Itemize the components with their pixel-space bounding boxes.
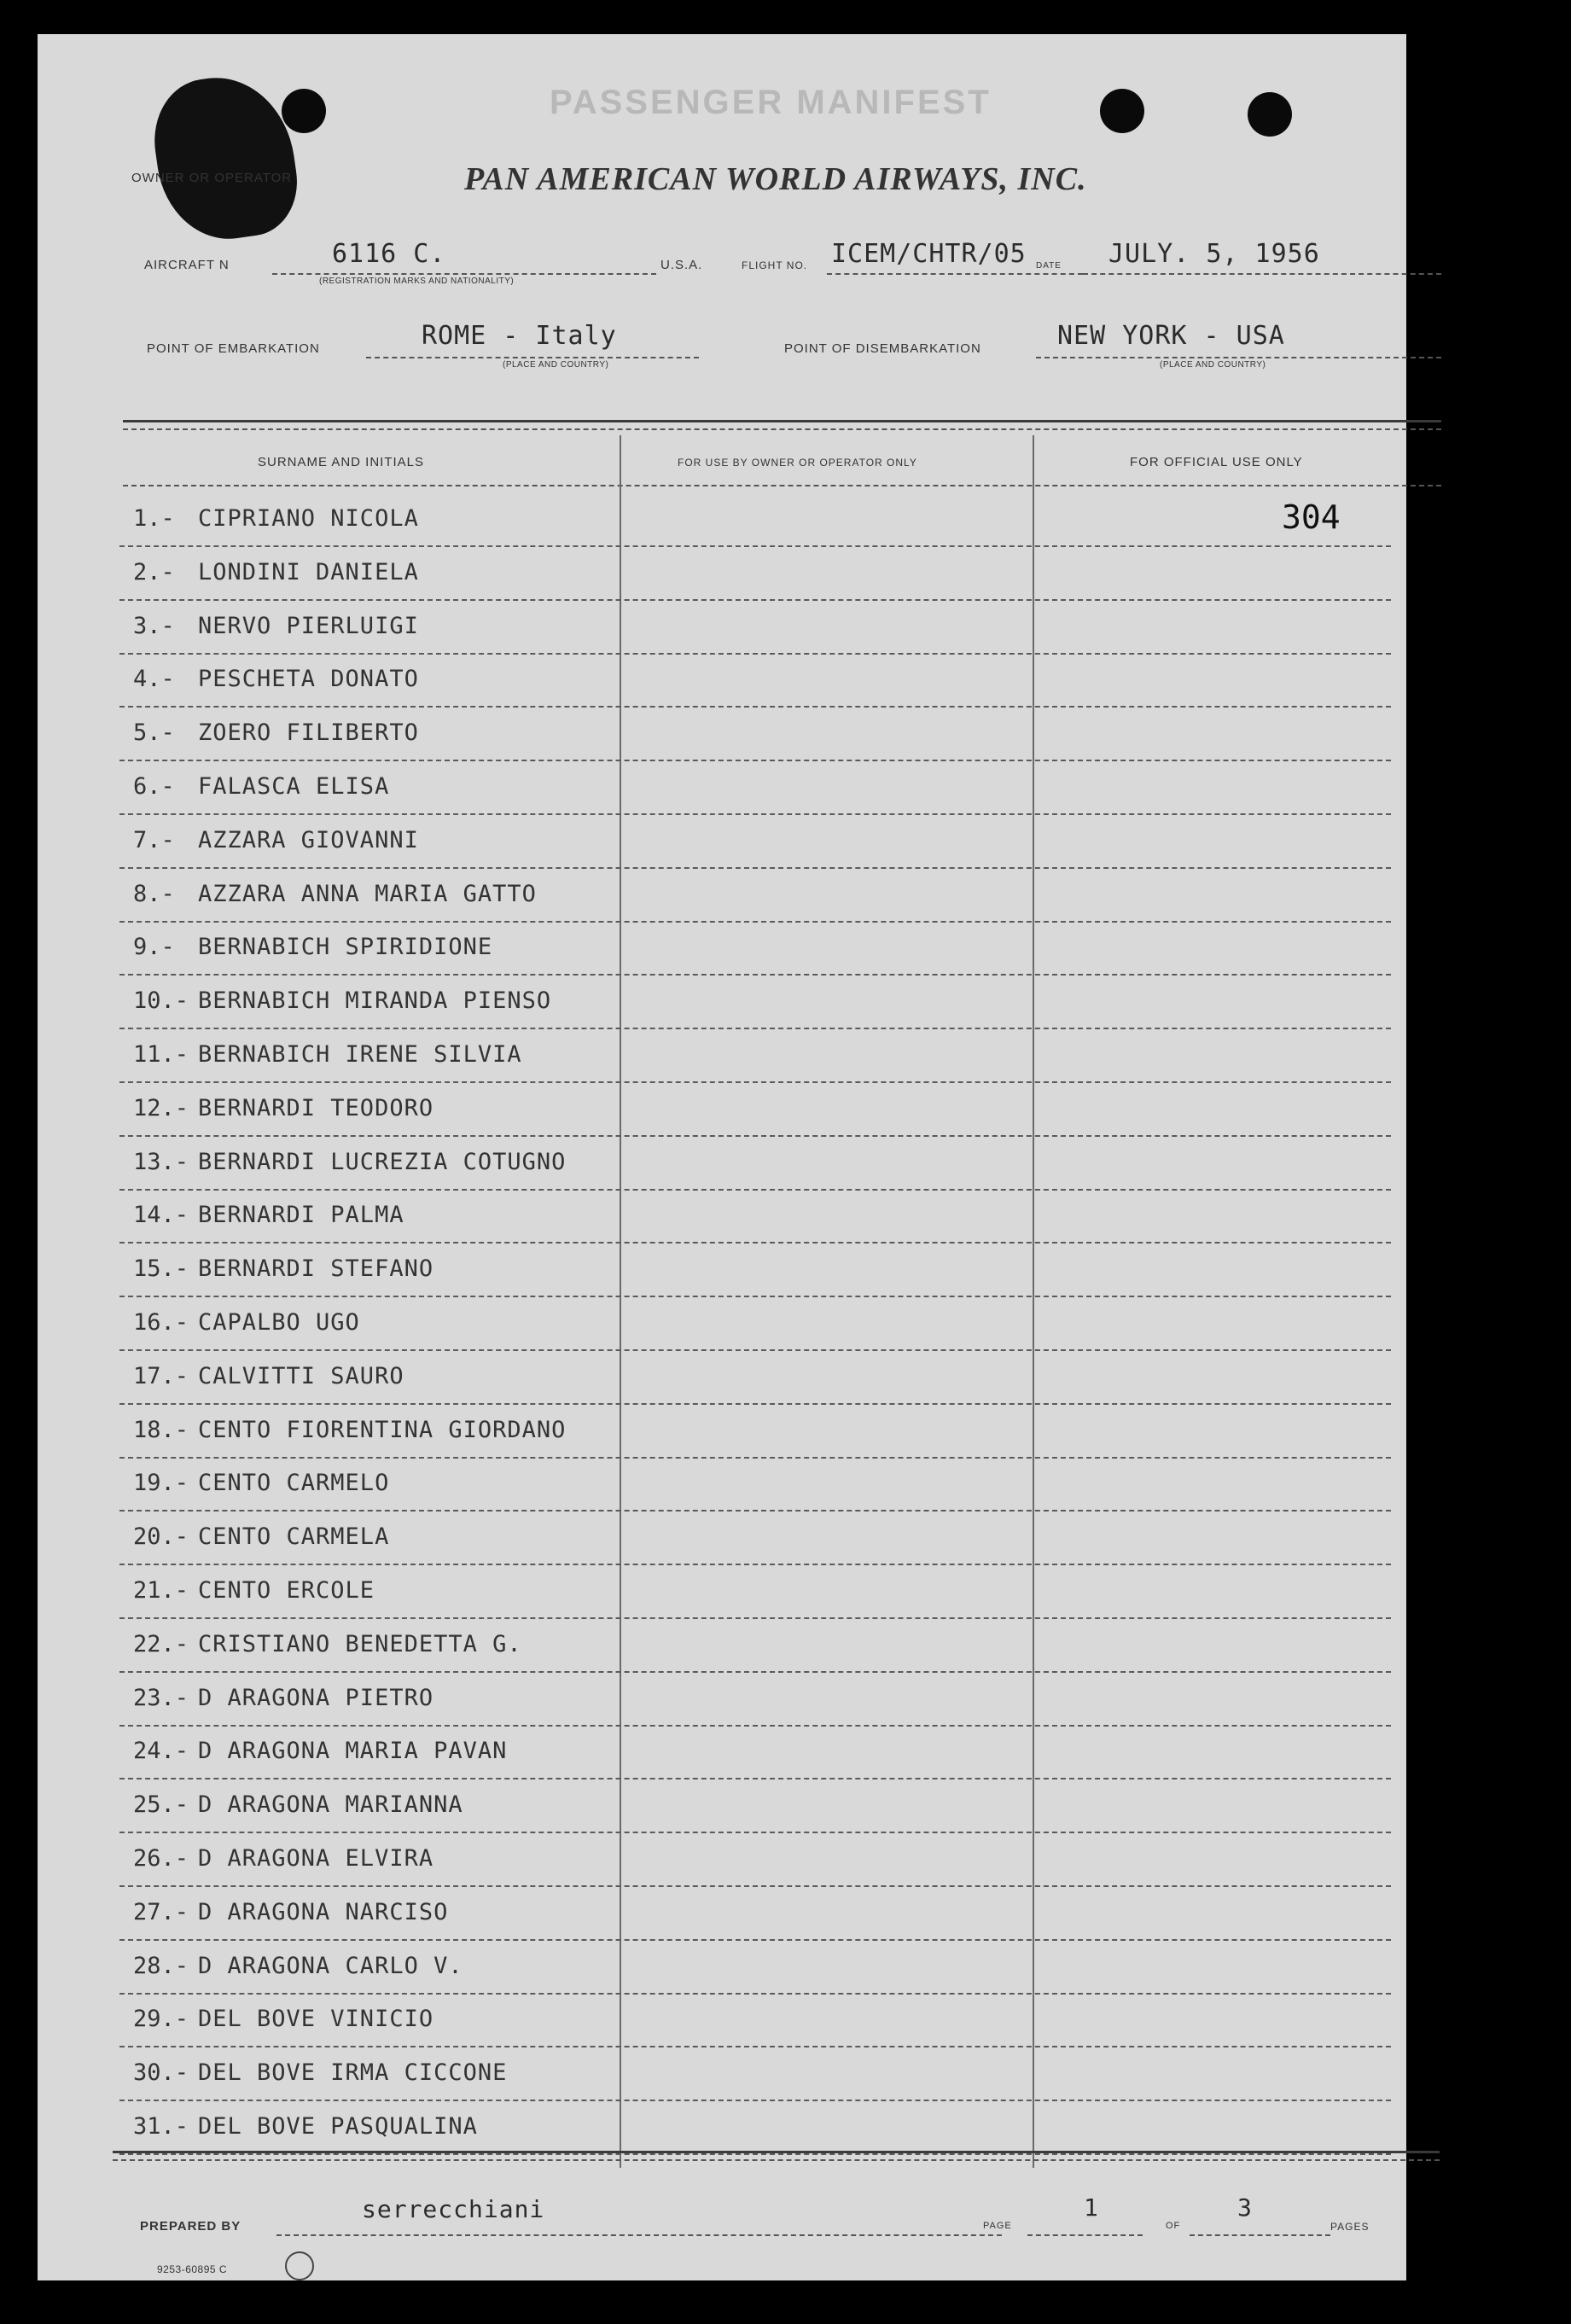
table-row bbox=[119, 1673, 1399, 1727]
row-number: 27.- bbox=[133, 1898, 189, 1925]
row-number: 15.- bbox=[133, 1255, 189, 1283]
official-use-value: 304 bbox=[1282, 498, 1341, 536]
row-number: 14.- bbox=[133, 1202, 189, 1229]
table-row bbox=[119, 2101, 1399, 2155]
aircraft-value: 6116 C. bbox=[332, 239, 446, 269]
page-value: 1 bbox=[1084, 2193, 1099, 2222]
table-row bbox=[119, 1619, 1399, 1673]
flight-line bbox=[827, 273, 1083, 275]
row-number: 20.- bbox=[133, 1523, 189, 1551]
table-row bbox=[119, 708, 1399, 761]
flight-label: FLIGHT NO. bbox=[742, 259, 808, 271]
union-label-icon bbox=[285, 2251, 314, 2280]
row-number: 1.- bbox=[133, 505, 175, 532]
row-number: 8.- bbox=[133, 880, 175, 907]
passenger-name: ZOERO FILIBERTO bbox=[198, 719, 419, 747]
table-row bbox=[119, 1941, 1399, 1995]
table-row bbox=[119, 1887, 1399, 1941]
passenger-name: PESCHETA DONATO bbox=[198, 666, 419, 693]
table-row bbox=[119, 493, 1399, 547]
row-number: 10.- bbox=[133, 987, 189, 1015]
disembark-hint: (PLACE AND COUNTRY) bbox=[1160, 360, 1266, 370]
owner-label: OWNER OR OPERATOR bbox=[131, 171, 293, 185]
passenger-name: BERNARDI TEODORO bbox=[198, 1094, 434, 1121]
row-rule bbox=[119, 2153, 1391, 2155]
row-number: 28.- bbox=[133, 1952, 189, 1979]
passenger-name: BERNABICH IRENE SILVIA bbox=[198, 1041, 522, 1068]
passenger-name: BERNABICH SPIRIDIONE bbox=[198, 934, 493, 961]
col-owner-header: FOR USE BY OWNER OR OPERATOR ONLY bbox=[678, 457, 917, 469]
passenger-name: FALASCA ELISA bbox=[198, 773, 390, 800]
passenger-name: LONDINI DANIELA bbox=[198, 558, 419, 585]
manifest-page bbox=[38, 34, 1406, 2280]
disembark-label: POINT OF DISEMBARKATION bbox=[784, 341, 981, 356]
table-row bbox=[119, 1351, 1399, 1405]
page-line bbox=[1027, 2234, 1143, 2236]
page-label: PAGE bbox=[983, 2221, 1012, 2231]
row-number: 23.- bbox=[133, 1684, 189, 1711]
of-value: 3 bbox=[1237, 2193, 1253, 2222]
table-row bbox=[119, 1511, 1399, 1565]
punch-hole-right bbox=[1248, 92, 1292, 137]
form-code: 9253-60895 C bbox=[157, 2263, 228, 2275]
punch-hole-left bbox=[282, 89, 326, 133]
table-row bbox=[119, 1458, 1399, 1511]
row-number: 25.- bbox=[133, 1791, 189, 1819]
usa-label: U.S.A. bbox=[660, 258, 703, 272]
aircraft-line bbox=[272, 273, 656, 275]
row-number: 4.- bbox=[133, 666, 175, 693]
passenger-name: BERNARDI LUCREZIA COTUGNO bbox=[198, 1148, 567, 1175]
table-row bbox=[119, 815, 1399, 869]
prepared-line bbox=[276, 2234, 1002, 2236]
row-number: 29.- bbox=[133, 2006, 189, 2033]
col-surname-header: SURNAME AND INITIALS bbox=[258, 455, 425, 469]
aircraft-hint: (REGISTRATION MARKS AND NATIONALITY) bbox=[319, 277, 515, 286]
table-row bbox=[119, 547, 1399, 601]
table-row bbox=[119, 1029, 1399, 1083]
date-label: DATE bbox=[1036, 261, 1062, 271]
row-number: 22.- bbox=[133, 1630, 189, 1657]
table-row bbox=[119, 976, 1399, 1029]
row-number: 13.- bbox=[133, 1148, 189, 1175]
row-number: 12.- bbox=[133, 1094, 189, 1121]
table-row bbox=[119, 1405, 1399, 1459]
table-row bbox=[119, 1565, 1399, 1619]
passenger-name: D ARAGONA PIETRO bbox=[198, 1684, 434, 1711]
table-row bbox=[119, 922, 1399, 976]
passenger-name: CENTO CARMELA bbox=[198, 1523, 390, 1551]
passenger-name: D ARAGONA ELVIRA bbox=[198, 1845, 434, 1872]
row-number: 17.- bbox=[133, 1362, 189, 1389]
row-number: 7.- bbox=[133, 826, 175, 853]
passenger-name: D ARAGONA MARIA PAVAN bbox=[198, 1738, 508, 1765]
row-number: 9.- bbox=[133, 934, 175, 961]
punch-hole-center bbox=[1100, 89, 1144, 133]
disembark-line bbox=[1036, 357, 1441, 358]
passenger-name: CENTO FIORENTINA GIORDANO bbox=[198, 1416, 567, 1443]
flight-value: ICEM/CHTR/05 bbox=[831, 239, 1027, 269]
passenger-name: D ARAGONA MARIANNA bbox=[198, 1791, 463, 1819]
passenger-name: CAPALBO UGO bbox=[198, 1309, 360, 1336]
airline-name: PAN AMERICAN WORLD AIRWAYS, INC. bbox=[464, 161, 1087, 197]
table-row bbox=[119, 1833, 1399, 1887]
passenger-name: DEL BOVE IRMA CICCONE bbox=[198, 2059, 508, 2087]
passenger-name: CENTO ERCOLE bbox=[198, 1577, 375, 1604]
table-top-rule-2 bbox=[123, 428, 1441, 430]
table-row bbox=[119, 869, 1399, 923]
aircraft-label: AIRCRAFT N bbox=[144, 258, 230, 272]
table-top-rule bbox=[123, 420, 1441, 422]
passenger-name: CRISTIANO BENEDETTA G. bbox=[198, 1630, 522, 1657]
passenger-name: CALVITTI SAURO bbox=[198, 1362, 404, 1389]
table-row bbox=[119, 1726, 1399, 1779]
row-number: 2.- bbox=[133, 558, 175, 585]
embark-label: POINT OF EMBARKATION bbox=[147, 341, 320, 356]
passenger-name: DEL BOVE VINICIO bbox=[198, 2006, 434, 2033]
table-row bbox=[119, 1190, 1399, 1244]
table-row bbox=[119, 1994, 1399, 2047]
embark-value: ROME - Italy bbox=[422, 321, 617, 351]
ink-blot bbox=[147, 68, 305, 248]
table-row bbox=[119, 761, 1399, 815]
passenger-name: D ARAGONA CARLO V. bbox=[198, 1952, 463, 1979]
date-line bbox=[1083, 273, 1441, 275]
of-line bbox=[1190, 2234, 1330, 2236]
disembark-value: NEW YORK - USA bbox=[1057, 321, 1285, 351]
row-number: 3.- bbox=[133, 612, 175, 639]
row-number: 31.- bbox=[133, 2113, 189, 2140]
table-row bbox=[119, 1244, 1399, 1297]
table-bottom-rule-2 bbox=[113, 2159, 1440, 2161]
passenger-name: CENTO CARMELO bbox=[198, 1470, 390, 1497]
passenger-name: AZZARA GIOVANNI bbox=[198, 826, 419, 853]
passenger-name: D ARAGONA NARCISO bbox=[198, 1898, 449, 1925]
table-header-rule bbox=[123, 485, 1441, 486]
prepared-value: serrecchiani bbox=[362, 2195, 545, 2223]
date-value: JULY. 5, 1956 bbox=[1108, 239, 1320, 269]
row-number: 5.- bbox=[133, 719, 175, 747]
row-number: 19.- bbox=[133, 1470, 189, 1497]
row-number: 26.- bbox=[133, 1845, 189, 1872]
passenger-name: CIPRIANO NICOLA bbox=[198, 505, 419, 532]
table-row bbox=[119, 1137, 1399, 1191]
table-row bbox=[119, 2047, 1399, 2101]
row-number: 18.- bbox=[133, 1416, 189, 1443]
row-number: 11.- bbox=[133, 1041, 189, 1068]
embark-hint: (PLACE AND COUNTRY) bbox=[503, 360, 609, 370]
prepared-label: PREPARED BY bbox=[140, 2219, 241, 2234]
table-row bbox=[119, 1297, 1399, 1351]
row-number: 30.- bbox=[133, 2059, 189, 2087]
row-number: 6.- bbox=[133, 773, 175, 800]
row-number: 21.- bbox=[133, 1577, 189, 1604]
of-label: OF bbox=[1166, 2221, 1181, 2231]
passenger-name: DEL BOVE PASQUALINA bbox=[198, 2113, 478, 2140]
table-row bbox=[119, 1083, 1399, 1137]
row-number: 24.- bbox=[133, 1738, 189, 1765]
col-official-header: FOR OFFICIAL USE ONLY bbox=[1130, 455, 1303, 469]
passenger-name: AZZARA ANNA MARIA GATTO bbox=[198, 880, 537, 907]
passenger-name: NERVO PIERLUIGI bbox=[198, 612, 419, 639]
passenger-name: BERNARDI STEFANO bbox=[198, 1255, 434, 1283]
form-title: PASSENGER MANIFEST bbox=[550, 84, 992, 121]
pages-label: PAGES bbox=[1330, 2221, 1370, 2233]
row-number: 16.- bbox=[133, 1309, 189, 1336]
table-row bbox=[119, 654, 1399, 708]
embark-line bbox=[366, 357, 699, 358]
table-bottom-rule bbox=[113, 2151, 1440, 2153]
table-row bbox=[119, 1779, 1399, 1833]
passenger-name: BERNARDI PALMA bbox=[198, 1202, 404, 1229]
table-row bbox=[119, 601, 1399, 655]
passenger-name: BERNABICH MIRANDA PIENSO bbox=[198, 987, 552, 1015]
